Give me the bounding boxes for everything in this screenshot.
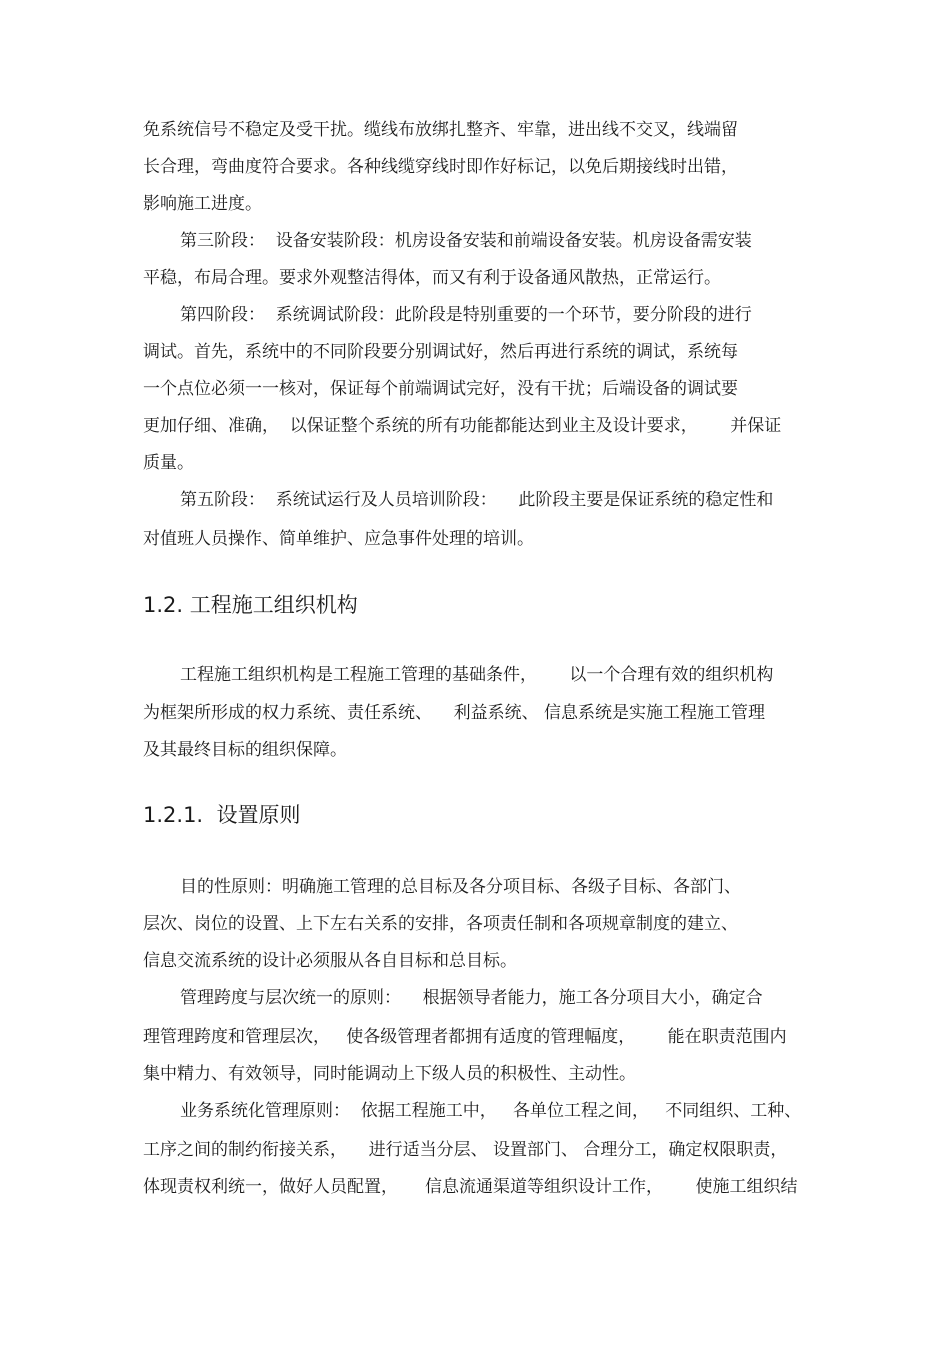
paragraph-line: 目的性原则：明确施工管理的总目标及各分项目标、各级子目标、各部门、	[180, 877, 741, 897]
paragraph-line: 理管理跨度和管理层次， 使各级管理者都拥有适度的管理幅度， 能在职责范围内	[143, 1027, 787, 1047]
paragraph-line: 第三阶段： 设备安装阶段：机房设备安装和前端设备安装。机房设备需安装	[180, 231, 752, 251]
paragraph-line: 信息交流系统的设计必须服从各自目标和总目标。	[143, 951, 517, 971]
paragraph-line: 集中精力、有效领导，同时能调动上下级人员的积极性、主动性。	[143, 1064, 636, 1084]
paragraph-line: 体现责权利统一，做好人员配置， 信息流通渠道等组织设计工作， 使施工组织结	[143, 1177, 798, 1197]
section-heading: 1.2. 工程施工组织机构	[143, 593, 358, 617]
paragraph-line: 质量。	[143, 453, 194, 473]
subsection-heading: 1.2.1. 设置原则	[143, 803, 301, 827]
paragraph-line: 及其最终目标的组织保障。	[143, 740, 347, 760]
paragraph-line: 第四阶段： 系统调试阶段：此阶段是特别重要的一个环节，要分阶段的进行	[180, 305, 752, 325]
paragraph-line: 业务系统化管理原则： 依据工程施工中， 各单位工程之间， 不同组织、工种、	[180, 1101, 802, 1121]
paragraph-line: 层次、岗位的设置、上下左右关系的安排，各项责任制和各项规章制度的建立、	[143, 914, 738, 934]
paragraph-line: 影响施工进度。	[143, 194, 262, 214]
paragraph-line: 为框架所形成的权力系统、责任系统、 利益系统、 信息系统是实施工程施工管理	[143, 703, 766, 723]
paragraph-line: 工序之间的制约衔接关系， 进行适当分层、 设置部门、 合理分工，确定权限职责，	[143, 1140, 788, 1160]
paragraph-line: 第五阶段： 系统试运行及人员培训阶段： 此阶段主要是保证系统的稳定性和	[180, 490, 774, 510]
paragraph-line: 管理跨度与层次统一的原则： 根据领导者能力，施工各分项目大小，确定合	[180, 988, 763, 1008]
paragraph-line: 工程施工组织机构是工程施工管理的基础条件， 以一个合理有效的组织机构	[180, 665, 774, 685]
paragraph-line: 更加仔细、准确， 以保证整个系统的所有功能都能达到业主及设计要求， 并保证	[143, 416, 782, 436]
paragraph-line: 长合理，弯曲度符合要求。各种线缆穿线时即作好标记，以免后期接线时出错，	[143, 157, 738, 177]
paragraph-line: 免系统信号不稳定及受干扰。缆线布放绑扎整齐、牢靠，进出线不交叉，线端留	[143, 120, 738, 140]
paragraph-line: 对值班人员操作、简单维护、应急事件处理的培训。	[143, 529, 534, 549]
paragraph-line: 一个点位必须一一核对，保证每个前端调试完好，没有干扰；后端设备的调试要	[143, 379, 738, 399]
paragraph-line: 平稳，布局合理。要求外观整洁得体，而又有利于设备通风散热，正常运行。	[143, 268, 721, 288]
paragraph-line: 调试。首先，系统中的不同阶段要分别调试好，然后再进行系统的调试，系统每	[143, 342, 738, 362]
